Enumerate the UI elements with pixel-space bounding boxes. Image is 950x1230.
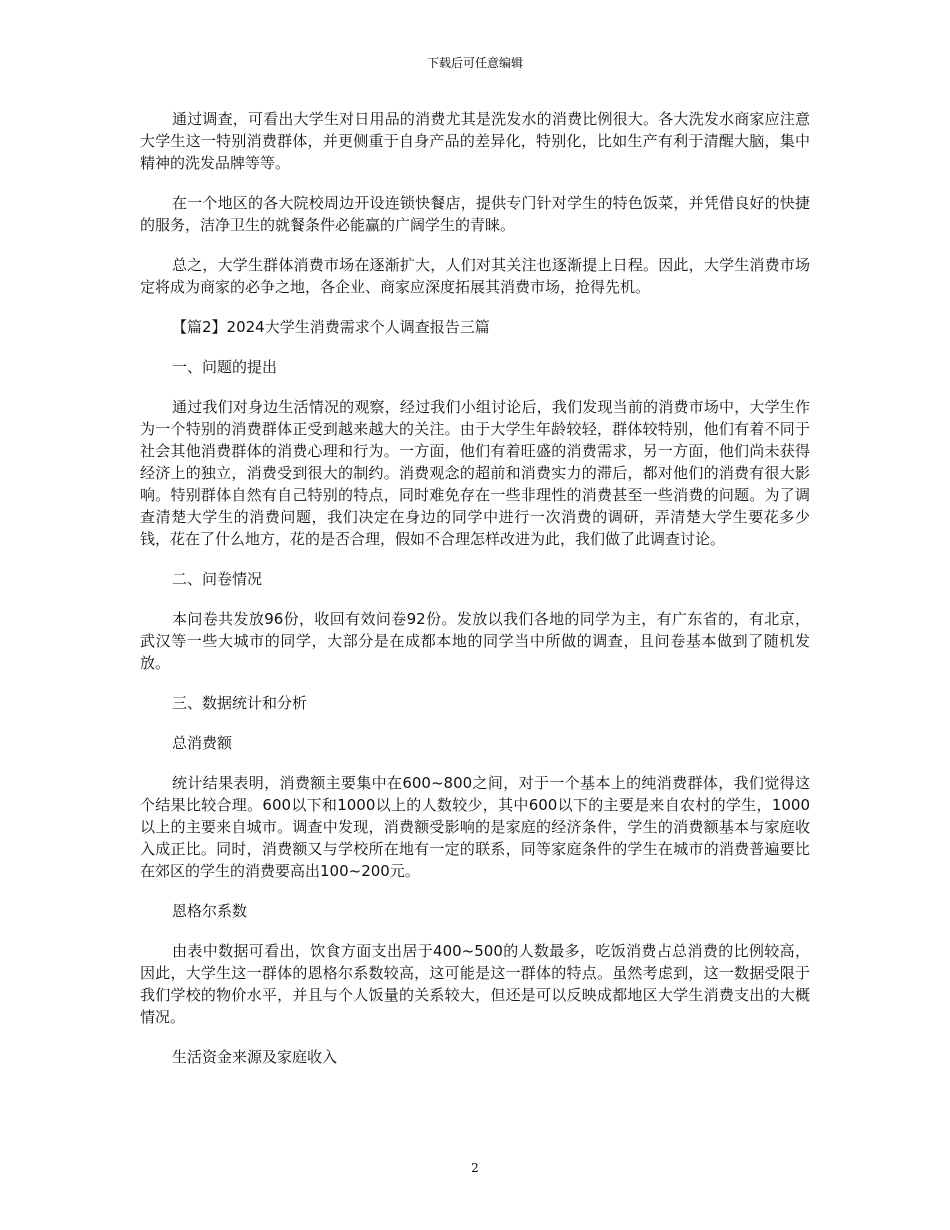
section-heading: 恩格尔系数: [172, 902, 248, 920]
paragraph: 总之，大学生群体消费市场在逐渐扩大，人们对其关注也逐渐提上日程。因此，大学生消费市场定将成为商家的必争之地，各企业、商家应深度拓展其消费市场，抢得先机。: [140, 256, 810, 296]
page-header: 下载后可任意编辑: [426, 56, 523, 70]
document-body: [140, 108, 810, 1068]
paragraph: 在一个地区的各大院校周边开设连锁快餐店，提供专门针对学生的特色饭菜，并凭借良好的快捷的服务，洁净卫生的就餐条件必能赢的广阔学生的青睐。: [140, 194, 810, 234]
paragraph: 通过调查，可看出大学生对日用品的消费尤其是洗发水的消费比例很大。各大洗发水商家应注意大学生这一特别消费群体，并更侧重于自身产品的差异化，特别化，比如生产有利于清醒大脑，集中精神的洗发品牌等等。: [140, 110, 810, 172]
section-heading: 【篇2】2024大学生消费需求个人调查报告三篇: [172, 318, 490, 336]
paragraph: 通过我们对身边生活情况的观察，经过我们小组讨论后，我们发现当前的消费市场中，大学生作为一个特别的消费群体正受到越来越大的关注。由于大学生年龄较轻，群体较特别，他们有着不同于社会其他消费群体的消费心理和行为。一方面，他们有着旺盛的消费需求，另一方面，他们尚未获得经济上的独立，消费受到很大的制约。消费观念的超前和消费实力的滞后，都对他们的消费有很大影响。特别群体自然有自己特别的特点，同时难免存在一些非理性的消费甚至一些消费的问题。为了调查清楚大学生的消费问题，我们决定在身边的同学中进行一次消费的调研，弄清楚大学生要花多少钱，花在了什么地方，花的是否合理，假如不合理怎样改进为此，我们做了此调查讨论。: [140, 398, 810, 548]
paragraph: 本问卷共发放96份，收回有效问卷92份。发放以我们各地的同学为主，有广东省的，有北京，武汉等一些大城市的同学，大部分是在成都本地的同学当中所做的调查，且问卷基本做到了随机发放。: [140, 610, 810, 672]
page-number: 2: [471, 1161, 479, 1175]
section-heading: 三、数据统计和分析: [172, 694, 308, 712]
section-heading: 一、问题的提出: [172, 358, 278, 376]
section-heading: 二、问卷情况: [172, 570, 263, 588]
paragraph: 由表中数据可看出，饮食方面支出居于400~500的人数最多，吃饭消费占总消费的比例较高，因此，大学生这一群体的恩格尔系数较高，这可能是这一群体的特点。虽然考虑到，这一数据受限于我们学校的物价水平，并且与个人饭量的关系较大，但还是可以反映成都地区大学生消费支出的大概情况。: [140, 942, 810, 1026]
section-heading: 生活资金来源及家庭收入: [172, 1048, 338, 1066]
paragraph: 统计结果表明，消费额主要集中在600~800之间，对于一个基本上的纯消费群体，我们觉得这个结果比较合理。600以下和1000以上的人数较少，其中600以下的主要是来自农村的学生，1000以上的主要来自城市。调查中发现，消费额受影响的是家庭的经济条件，学生的消费额基本与家庭收入成正比。同时，消费额又与学校所在地有一定的联系，同等家庭条件的学生在城市的消费普遍要比在郊区的学生的消费要高出100~200元。: [140, 774, 810, 880]
section-heading: 总消费额: [172, 734, 233, 752]
